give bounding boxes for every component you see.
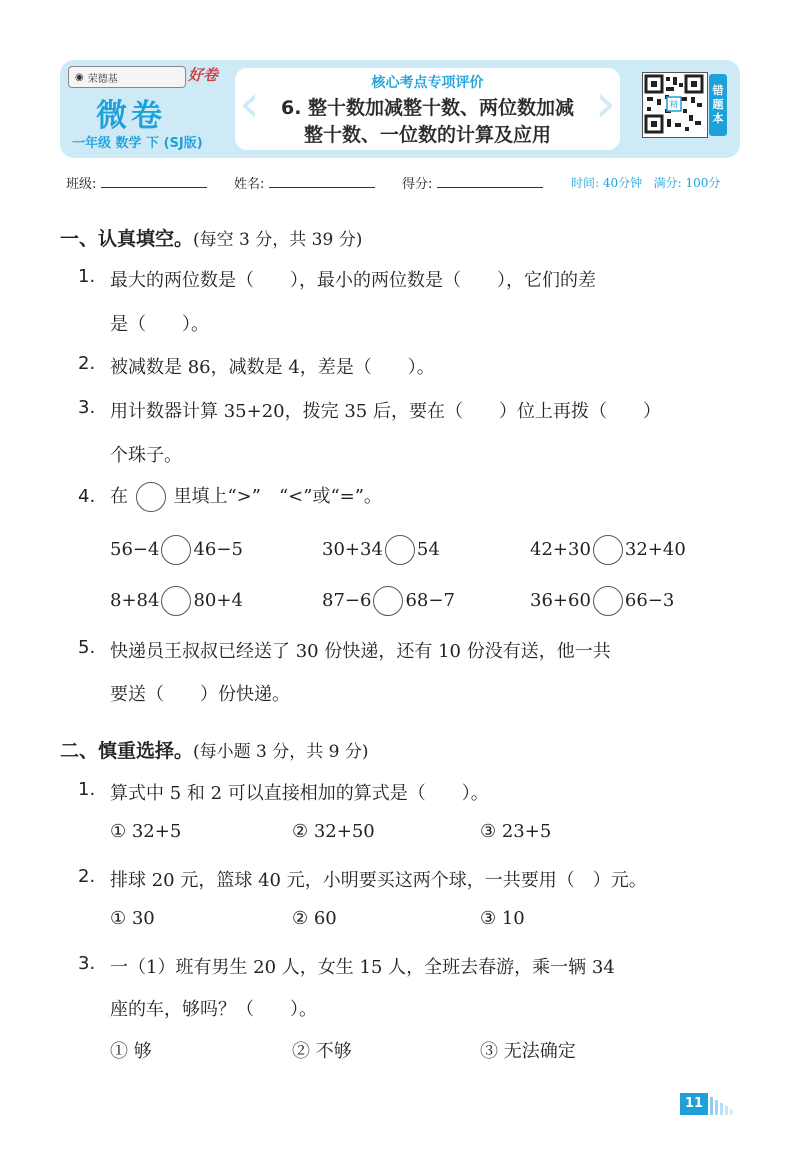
question-number: 4. <box>78 486 96 507</box>
score-field[interactable]: 得分: <box>402 173 543 192</box>
page-bars-icon <box>709 1093 739 1115</box>
question-number: 3. <box>78 397 96 418</box>
question-number: 1. <box>78 266 96 287</box>
compare-answer-circle[interactable] <box>373 586 403 616</box>
page-title-line1: 6. 整十数加减整十数、两位数加减 <box>280 97 575 119</box>
section1-heading: 一、认真填空。(每空 3 分，共 39 分) <box>60 228 363 250</box>
s2-q2-option-3[interactable]: ③ 10 <box>480 908 525 929</box>
compare-answer-circle[interactable] <box>593 586 623 616</box>
s2-q3-line2[interactable]: 座的车，够吗？（ ）。 <box>110 999 317 1020</box>
question-number: 2. <box>78 353 96 374</box>
s2-q1-line1[interactable]: 算式中 5 和 2 可以直接相加的算式是（ ）。 <box>110 783 489 804</box>
time-and-score-info: 时间: 40分钟 满分: 100分 <box>571 176 721 190</box>
s1-q5-line2[interactable]: 要送（ ）份快递。 <box>110 684 290 705</box>
compare-item: 8+84 80+4 <box>110 586 243 616</box>
title-panel <box>235 68 620 150</box>
s1-q2-line1[interactable]: 被减数是 86，减数是 4，差是（ ）。 <box>110 357 435 378</box>
logo-emblem-icon: ◉ <box>75 71 84 83</box>
grade-label: 一年级 数学 下 (SJ版) <box>72 136 203 151</box>
header-banner <box>60 60 740 158</box>
compare-answer-circle[interactable] <box>161 535 191 565</box>
question-number: 1. <box>78 779 96 800</box>
logo-brand: 荣德基 <box>87 73 118 85</box>
compare-item: 42+30 32+40 <box>530 535 686 565</box>
compare-item: 36+60 66−3 <box>530 586 674 616</box>
compare-item: 30+34 54 <box>322 535 440 565</box>
question-number: 2. <box>78 866 96 887</box>
chevron-left-icon: ‹ <box>239 74 260 134</box>
name-field[interactable]: 姓名: <box>234 173 375 192</box>
logo-mark: 好卷 <box>188 66 219 84</box>
s2-q3-option-3[interactable]: ③ 无法确定 <box>480 1041 576 1062</box>
subtitle: 核心考点专项评价 <box>371 75 484 91</box>
student-info-row <box>66 173 746 195</box>
s2-q1-option-1[interactable]: ① 32+5 <box>110 821 182 842</box>
s1-q1-line1[interactable]: 最大的两位数是（ ），最小的两位数是（ ），它们的差 <box>110 270 596 291</box>
s2-q2-option-1[interactable]: ① 30 <box>110 908 155 929</box>
s2-q1-option-3[interactable]: ③ 23+5 <box>480 821 552 842</box>
publisher-logo <box>68 66 186 88</box>
s2-q3-option-2[interactable]: ② 不够 <box>292 1041 352 1062</box>
section2-heading: 二、慎重选择。(每小题 3 分，共 9 分) <box>60 740 369 762</box>
question-number: 5. <box>78 637 96 658</box>
series-title: 微卷 <box>96 98 166 134</box>
s2-q2-option-2[interactable]: ② 60 <box>292 908 337 929</box>
svg-text:精: 精 <box>670 100 678 109</box>
chevron-right-icon: › <box>595 74 616 134</box>
compare-answer-circle[interactable] <box>593 535 623 565</box>
s2-q2-line1[interactable]: 排球 20 元，篮球 40 元，小明要买这两个球，一共要用（ ）元。 <box>110 870 647 891</box>
brand-box <box>68 66 218 156</box>
s1-q3-line1[interactable]: 用计数器计算 35+20，拨完 35 后，要在（ ）位上再拨（ ） <box>110 401 661 422</box>
s1-q1-line2[interactable]: 是（ ）。 <box>110 314 209 335</box>
compare-answer-circle[interactable] <box>385 535 415 565</box>
s1-q3-line2[interactable]: 个珠子。 <box>110 445 182 466</box>
s2-q3-option-1[interactable]: ① 够 <box>110 1041 152 1062</box>
compare-item: 56−4 46−5 <box>110 535 243 565</box>
s1-q4-instruction: 在 里填上“>” “<”或“=”。 <box>110 482 382 512</box>
page-number: 11 <box>680 1093 708 1115</box>
compare-circle-icon <box>136 482 166 512</box>
mistake-book-tab[interactable]: 错 题 本 <box>709 74 727 136</box>
page-title-line2: 整十数、一位数的计算及应用 <box>303 124 551 146</box>
compare-answer-circle[interactable] <box>161 586 191 616</box>
s2-q3-line1[interactable]: 一（1）班有男生 20 人，女生 15 人，全班去春游，乘一辆 34 <box>110 957 615 978</box>
class-field[interactable]: 班级: <box>66 173 207 192</box>
qr-code-icon[interactable] <box>642 72 708 138</box>
compare-item: 87−6 68−7 <box>322 586 455 616</box>
s1-q5-line1[interactable]: 快递员王叔叔已经送了 30 份快递，还有 10 份没有送，他一共 <box>110 641 611 662</box>
s2-q1-option-2[interactable]: ② 32+50 <box>292 821 375 842</box>
question-number: 3. <box>78 953 96 974</box>
